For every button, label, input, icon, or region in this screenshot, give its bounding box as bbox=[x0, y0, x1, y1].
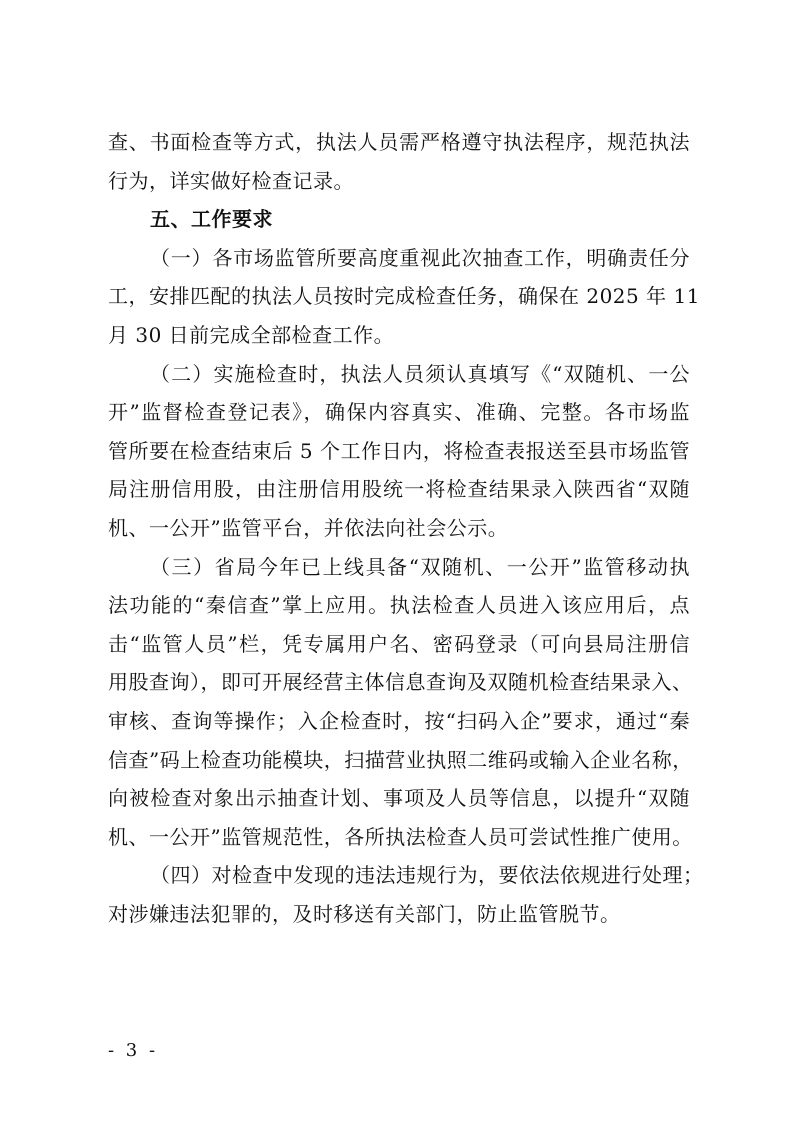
body-line-20: （四）对检查中发现的违法违规行为，要依法依规进行处理； bbox=[150, 863, 704, 888]
body-line-17: 信查”码上检查功能模块，扫描营业执照二维码或输入企业名称， bbox=[108, 747, 693, 772]
body-line-1: 查、书面检查等方式，执法人员需严格遵守执法程序，规范执法 bbox=[108, 130, 690, 154]
body-line-14: 击“监管人员”栏，凭专属用户名、密码登录（可向县局注册信 bbox=[108, 631, 690, 656]
body-line-11: 机、一公开”监管平台，并依法向社会公示。 bbox=[108, 515, 509, 540]
body-line-8: 开”监督检查登记表》，确保内容真实、准确、完整。各市场监 bbox=[108, 400, 690, 425]
body-line-18: 向被检查对象出示抽查计划、事项及人员等信息，以提升“双随 bbox=[108, 786, 690, 811]
body-line-16: 审核、查询等操作；入企检查时，按“扫码入企”要求，通过“秦 bbox=[108, 708, 690, 733]
body-line-5: 工，安排匹配的执法人员按时完成检查任务，确保在 2025 年 11 bbox=[108, 284, 700, 309]
body-line-13: 法功能的“秦信查”掌上应用。执法检查人员进入该应用后，点 bbox=[108, 593, 690, 618]
body-line-21: 对涉嫌违法犯罪的，及时移送有关部门，防止监管脱节。 bbox=[108, 901, 621, 926]
body-line-7: （二）实施检查时，执法人员须认真填写《“双随机、一公 bbox=[150, 361, 690, 386]
body-line-15: 用股查询），即可开展经营主体信息查询及双随机检查结果录入、 bbox=[108, 670, 693, 695]
page-number: - 3 - bbox=[108, 1040, 159, 1061]
body-line-4: （一）各市场监管所要高度重视此次抽查工作，明确责任分 bbox=[150, 245, 690, 270]
body-line-10: 局注册信用股，由注册信用股统一将检查结果录入陕西省“双随 bbox=[108, 477, 690, 502]
body-line-12: （三）省局今年已上线具备“双随机、一公开”监管移动执 bbox=[150, 554, 690, 579]
body-line-2: 行为，详实做好检查记录。 bbox=[108, 168, 354, 193]
section-heading: 五、工作要求 bbox=[150, 207, 273, 232]
body-line-6: 月 30 日前完成全部检查工作。 bbox=[108, 322, 395, 347]
document-body bbox=[108, 123, 704, 933]
body-line-9: 管所要在检查结束后 5 个工作日内，将检查表报送至县市场监管 bbox=[108, 438, 690, 463]
body-line-19: 机、一公开”监管规范性，各所执法检查人员可尝试性推广使用。 bbox=[108, 824, 693, 849]
